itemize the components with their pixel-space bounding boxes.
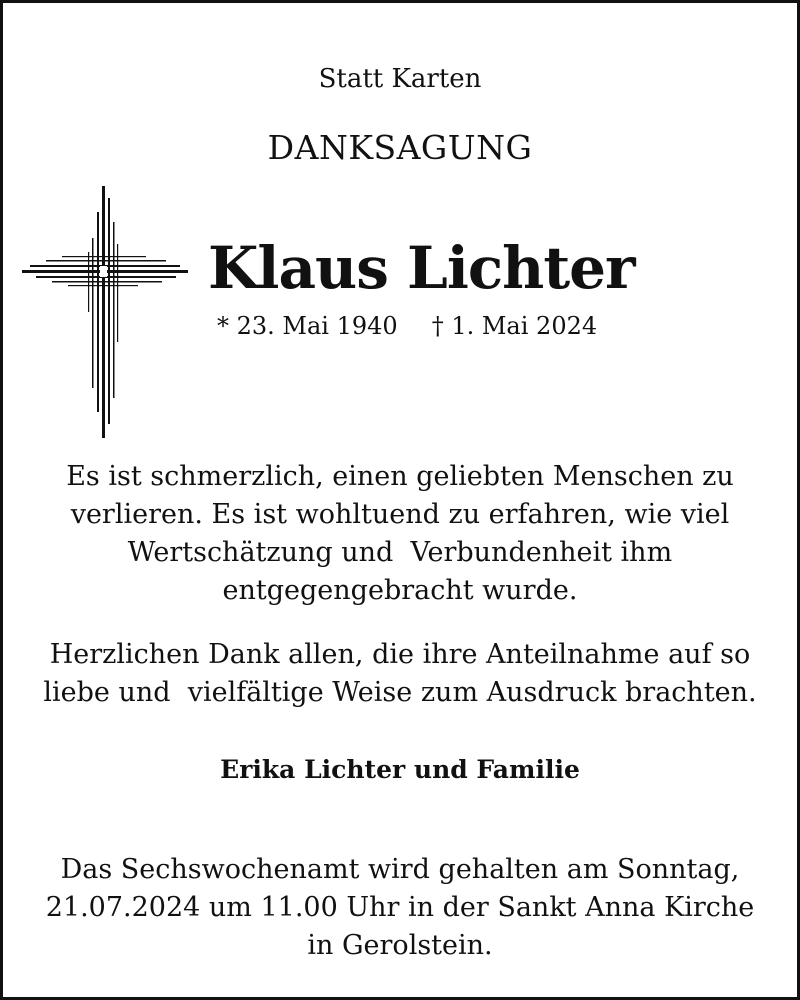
notice-title: DANKSAGUNG: [267, 128, 533, 167]
death-date: † 1. Mai 2024: [431, 312, 598, 340]
thanks-paragraph-2: [0, 636, 800, 712]
life-dates: [217, 312, 597, 340]
thanks-paragraph-1: [0, 458, 800, 610]
service-announcement: [0, 851, 800, 965]
paragraph-line: Herzlichen Dank allen, die ihre Anteilnahme auf so: [49, 639, 751, 670]
paragraph-line: verlieren. Es ist wohltuend zu erfahren, wie viel: [70, 499, 730, 530]
family-signature: Erika Lichter und Familie: [220, 755, 580, 784]
cross-icon: [22, 186, 188, 438]
paragraph-line: Wertschätzung und Verbundenheit ihm: [127, 537, 673, 568]
service-line: in Gerolstein.: [307, 930, 493, 961]
birth-date: * 23. Mai 1940: [217, 312, 398, 340]
paragraph-line: entgegengebracht wurde.: [222, 575, 578, 606]
paragraph-line: Es ist schmerzlich, einen geliebten Menschen zu: [66, 461, 734, 492]
deceased-name: Klaus Lichter: [208, 234, 635, 302]
service-line: 21.07.2024 um 11.00 Uhr in der Sankt Anna Kirche: [45, 892, 755, 923]
service-line: Das Sechswochenamt wird gehalten am Sonntag,: [60, 854, 740, 885]
header-intro: Statt Karten: [318, 64, 482, 94]
paragraph-line: liebe und vielfältige Weise zum Ausdruck brachten.: [43, 677, 757, 708]
